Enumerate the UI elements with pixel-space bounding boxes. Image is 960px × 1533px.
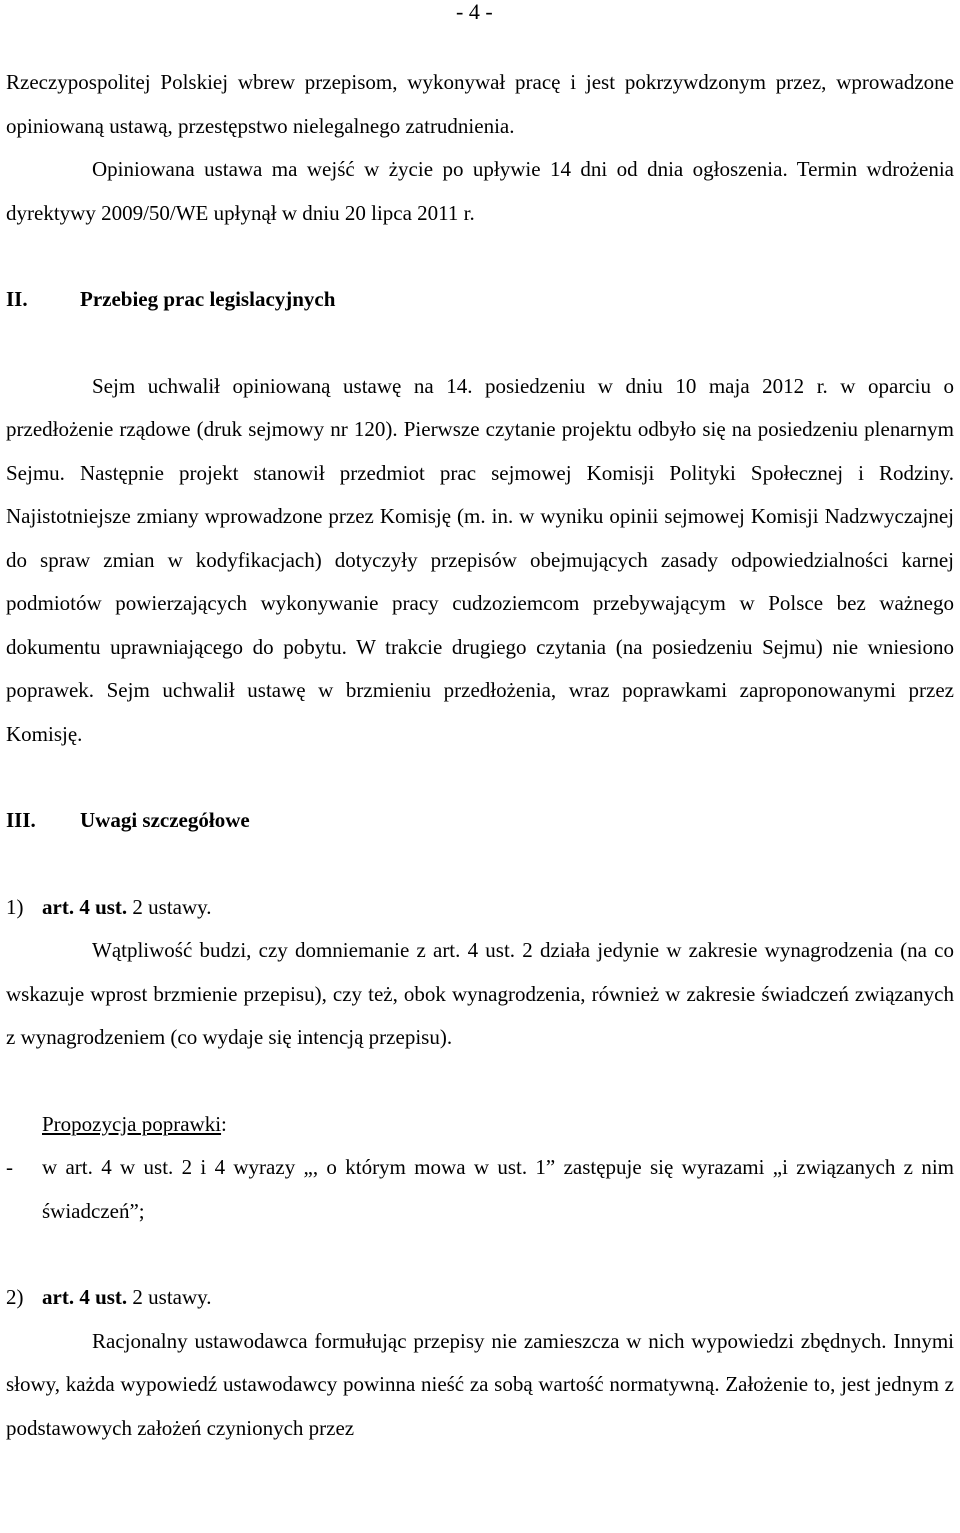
item-1-ref-num: 2 <box>132 894 143 919</box>
proposal-dash: - <box>6 1155 13 1179</box>
section-2-title: Przebieg prac legislacyjnych <box>80 287 336 311</box>
section-2-text: Sejm uchwalił opiniowaną ustawę na 14. posiedzeniu w dniu 10 maja 2012 r. w oparciu o przedłożenie rządowe (druk sejmowy nr 120). Pierwsze czytanie projektu odbyło się na posiedzeniu plenarnym Sejmu. Następnie projekt stanowił przedmiot prac sejmowej Komisji Polityki Społecznej i Rodziny. Najistotniejsze zmiany wprowadzone przez Komisję (m. in. w wyniku opinii sejmowej Komisji Nadzwyczajnej do spraw zmian w kodyfikacjach) dotyczyły przepisów obejmujących zasady odpowiedzialności karnej podmiotów powierzających wykonywanie pracy cudzoziemcom przebywającym w Polsce bez ważnego dokumentu uprawniającego do pobytu. W trakcie drugiego czytania (na posiedzeniu Sejmu) nie wniesiono poprawek. Sejm uchwalił ustawę w brzmieniu przedłożenia, wraz poprawkami zaproponowanymi przez Komisję. <box>6 373 954 746</box>
item-2-number: 2) <box>6 1285 24 1309</box>
item-2-ref-num: 2 <box>132 1285 143 1309</box>
item-1-text: Wątpliwość budzi, czy domniemanie z art. 4 ust. 2 działa jedynie w zakresie wynagrodzenia (na co wskazuje wprost brzmienie przepisu), czy też, obok wynagrodzenia, również w zakresie świadczeń związanych z wynagrodzeniem (co wydaje się intencją przepisu). <box>6 938 954 1049</box>
item-1-heading <box>6 886 954 930</box>
proposal-label-text: Propozycja poprawki <box>42 1111 222 1136</box>
section-3-title: Uwagi szczegółowe <box>80 808 250 832</box>
item-2-text: Racjonalny ustawodawca formułując przepisy nie zamieszcza w nich wypowiedzi zbędnych. Innymi słowy, każda wypowiedź ustawodawcy powinna nieść za sobą wartość normatywną. Założenie to, jest jednym z podstawowych założeń czynionych przez <box>6 1328 954 1440</box>
section-3-heading <box>6 799 954 843</box>
intro-paragraph-2: Opiniowana ustawa ma wejść w życie po upływie 14 dni od dnia ogłoszenia. Termin wdrożenia dyrektywy 2009/50/WE upłynął w dniu 20 lipca 2011 r. <box>6 157 954 225</box>
item-2-ref-rest: ustawy. <box>142 1285 212 1309</box>
item-2-ref-bold: art. 4 ust. <box>42 1285 128 1309</box>
item-1-ref-bold: art. 4 ust. <box>42 894 128 919</box>
section-3-number: III. <box>6 808 36 832</box>
proposal-text: w art. 4 w ust. 2 i 4 wyrazy „, o którym mowa w ust. 1” zastępuje się wyrazami „i związanych z nim świadczeń”; <box>42 1155 954 1223</box>
proposal-label-colon: : <box>221 1111 227 1136</box>
section-2-number: II. <box>6 287 28 311</box>
proposal-label <box>6 1103 954 1147</box>
item-1-number: 1) <box>6 894 24 919</box>
item-2-heading <box>6 1276 954 1320</box>
proposal-item <box>6 1146 954 1233</box>
item-1-ref-rest: ustawy. <box>142 894 212 919</box>
section-2-heading <box>6 278 954 322</box>
intro-paragraph-1: Rzeczypospolitej Polskiej wbrew przepisom, wykonywał pracę i jest pokrzywdzonym przez, wprowadzone opiniowaną ustawą, przestępstwo nielegalnego zatrudnienia. <box>6 70 954 138</box>
page-number: - 4 - <box>456 0 493 24</box>
